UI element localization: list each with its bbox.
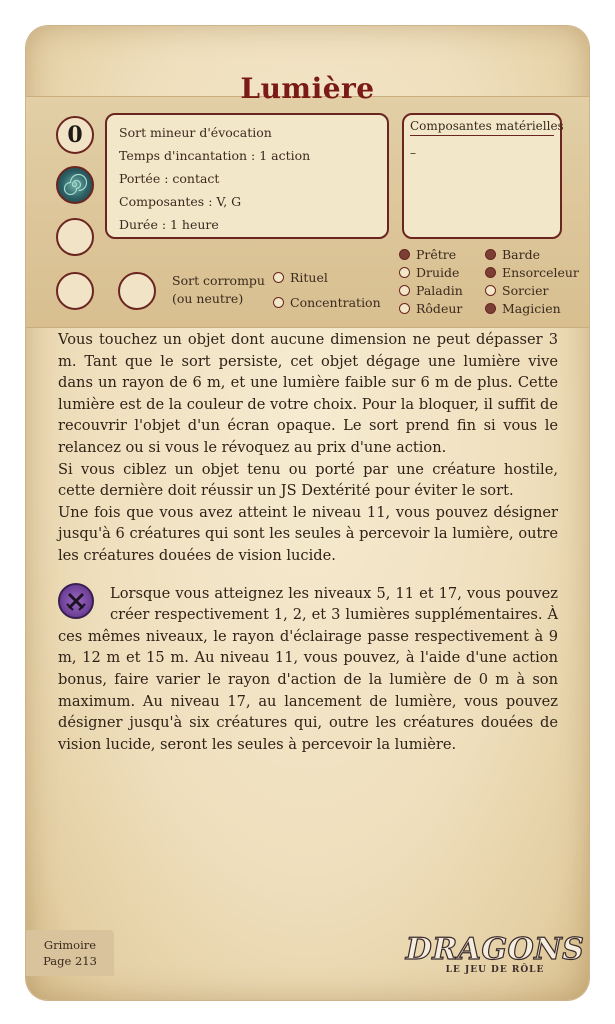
spell-duration: Durée : 1 heure — [119, 217, 219, 232]
class-name: Druide — [416, 265, 460, 280]
spell-school: Sort mineur d'évocation — [119, 125, 272, 140]
material-components-title: Composantes matérielles — [410, 119, 554, 136]
spell-level-marker — [56, 116, 94, 154]
class-item — [399, 282, 485, 299]
class-item — [399, 246, 485, 263]
spell-card — [26, 26, 589, 1000]
reference-page: Page 213 — [43, 954, 97, 968]
class-list — [399, 246, 589, 317]
concentration-label: Concentration — [290, 295, 381, 310]
spell-level-glyph: 0 — [67, 122, 83, 148]
logo-sub-text: LE JEU DE RÔLE — [445, 965, 545, 975]
concentration-option — [273, 295, 381, 310]
school-emblem-icon — [56, 166, 94, 204]
ritual-option — [273, 270, 328, 285]
class-name: Rôdeur — [416, 301, 463, 316]
spell-components: Composantes : V, G — [119, 194, 242, 209]
class-name: Prêtre — [416, 247, 457, 262]
class-dot — [485, 249, 496, 260]
class-dot — [485, 267, 496, 278]
class-dot — [399, 267, 410, 278]
spell-title: Lumière — [240, 72, 375, 105]
class-name: Sorcier — [502, 283, 549, 298]
level-upgrade-text: Lorsque vous atteignez les niveaux 5, 11 et 17, vous pouvez créer respectivement 1, 2, et 3 lumières supplémentaires. À ces mêmes niveaux, le rayon d'éclairage passe respectivement à 9 m, 12 m et 15 m. Au niveau 11, vous pouvez, à l'aide d'une action bonus, faire varier le rayon d'action de la lumière de 0 m à son maximum. Au niveau 17, au lancement de lumière, vous pouvez désigner jusqu'à six créatures qui, outre les créatures douées de vision lucide, seront les seules à percevoir la lumière. — [58, 584, 558, 753]
crossed-swords-glyph — [64, 589, 88, 613]
spell-casting-time: Temps d'incantation : 1 action — [119, 148, 311, 163]
description-paragraph-1: Vous touchez un objet dont aucune dimension ne peut dépasser 3 m. Tant que le sort persiste, cet objet dégage une lumière vive dans un rayon de 6 m, et une lumière faible sur 6 m de plus. Cette lumière est de la couleur de votre choix. Pour la bloquer, il suffit de recouvrir l'objet d'un écran opaque. Le sort prend fin si vous le relancez ou si vous le révoquez au prix d'une action. — [58, 331, 558, 456]
ritual-label: Rituel — [290, 270, 328, 285]
book-reference — [26, 930, 114, 976]
class-dot — [399, 249, 410, 260]
class-name: Magicien — [502, 301, 561, 316]
class-name: Barde — [502, 247, 541, 262]
spell-info-box — [105, 113, 389, 239]
empty-marker-3 — [118, 272, 156, 310]
class-dot — [485, 285, 496, 296]
reference-book: Grimoire — [43, 938, 97, 952]
class-name: Ensorceleur — [502, 265, 579, 280]
description-paragraph-3: Une fois que vous avez atteint le niveau 11, vous pouvez désigner jusqu'à 6 créatures qui sont les seules à percevoir la lumière, outre les créatures douées de vision lucide. — [58, 503, 558, 564]
empty-marker-1 — [56, 218, 94, 256]
class-item — [485, 282, 585, 299]
class-dot — [485, 303, 496, 314]
concentration-radio — [273, 297, 284, 308]
crossed-swords-icon — [58, 583, 94, 619]
ritual-radio — [273, 272, 284, 283]
class-item — [485, 300, 585, 317]
spell-range: Portée : contact — [119, 171, 220, 186]
class-item — [485, 246, 585, 263]
spiral-icon — [58, 168, 91, 201]
class-dot — [399, 303, 410, 314]
material-components-box — [402, 113, 562, 239]
corrupt-label-line2: (ou neutre) — [172, 291, 244, 306]
corrupt-spell-label — [172, 272, 265, 308]
class-item — [485, 264, 585, 281]
class-item — [399, 300, 485, 317]
corrupt-label-line1: Sort corrompu — [172, 273, 265, 288]
logo-main-text: DRAGONS — [405, 932, 585, 967]
dragons-logo — [405, 930, 585, 980]
spell-description — [58, 329, 558, 755]
description-paragraph-2: Si vous ciblez un objet tenu ou porté par une créature hostile, cette dernière doit réussir un JS Dextérité pour éviter le sort. — [58, 460, 558, 500]
description-paragraph-4 — [58, 583, 558, 756]
empty-marker-2 — [56, 272, 94, 310]
material-components-value: – — [410, 146, 416, 160]
class-item — [399, 264, 485, 281]
class-dot — [399, 285, 410, 296]
class-name: Paladin — [416, 283, 463, 298]
